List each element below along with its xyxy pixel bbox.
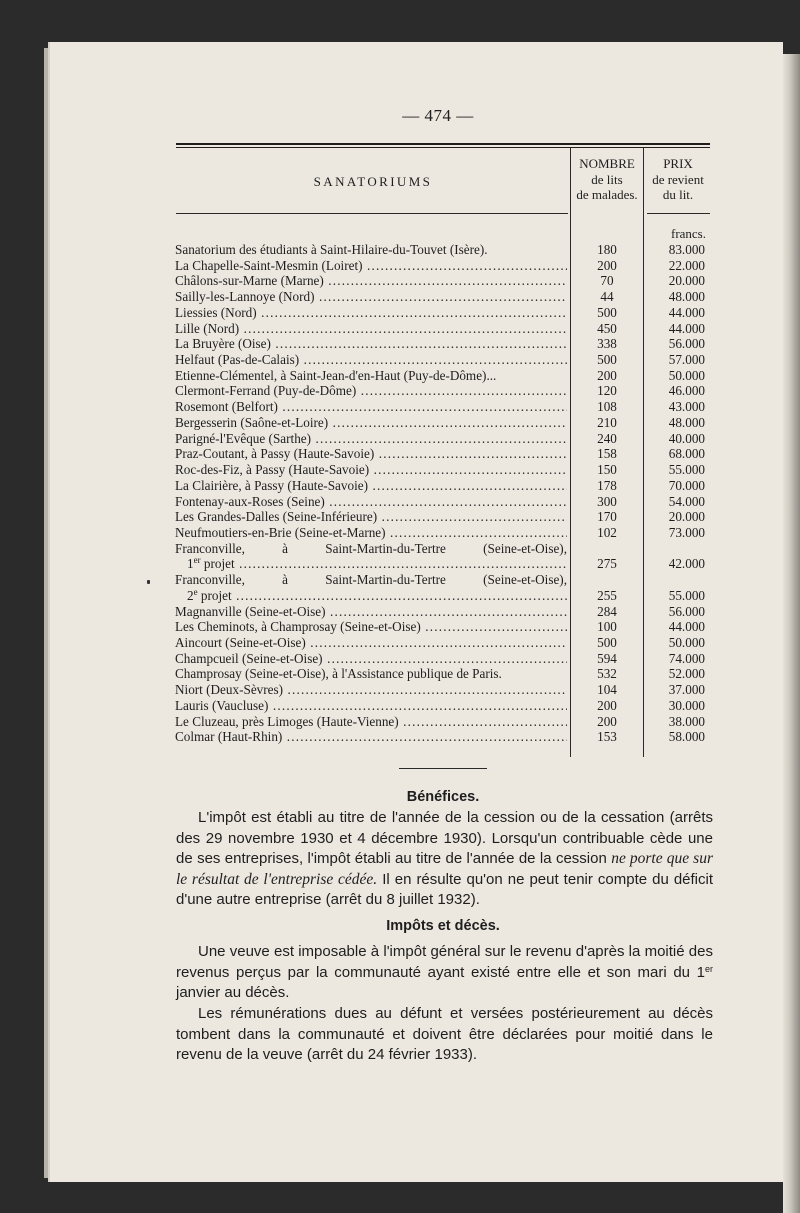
sanatorium-name	[175, 289, 567, 305]
table-row	[0, 682, 800, 698]
sanatorium-name	[175, 619, 567, 635]
nombre-de-lits: 102	[597, 524, 617, 540]
prix-de-revient: 22.000	[668, 257, 705, 273]
nombre-de-lits: 158	[597, 446, 617, 462]
sanatorium-name	[175, 714, 567, 730]
column-header-nombre-line: NOMBRE	[579, 156, 635, 171]
nombre-de-lits: 108	[597, 399, 617, 415]
sanatorium-name-text: Champcueil (Seine-et-Oise)	[175, 650, 323, 666]
table-row	[0, 509, 800, 525]
column-header-prix-line: PRIX	[663, 156, 693, 171]
prix-de-revient: 30.000	[668, 697, 705, 713]
table-row	[0, 431, 800, 447]
sanatorium-name-text: Franconville, à Saint-Martin-du-Tertre (Seine-et-Oise),	[175, 540, 567, 556]
prix-de-revient: 44.000	[668, 320, 705, 336]
paragraph-text: janvier au décès.	[176, 984, 290, 1002]
paragraph-text: L'impôt est établi au titre de l'année de la cession ou de la cessation (arrêts des 29 novembre 1930 et 4 décembre 1930). Lorsqu'un contribuable cède une de ses entreprises, l'impôt établi au titre de l'année de la cession	[176, 809, 713, 868]
sanatorium-name-text: Praz-Coutant, à Passy (Haute-Savoie)	[175, 446, 375, 462]
nombre-de-lits: 210	[597, 414, 617, 430]
prix-de-revient: 40.000	[668, 430, 705, 446]
nombre-de-lits: 240	[597, 430, 617, 446]
ordinal-number: 1	[187, 556, 194, 572]
sanatorium-name-text: Neufmoutiers-en-Brie (Seine-et-Marne)	[175, 524, 386, 540]
nombre-de-lits: 200	[597, 697, 617, 713]
sanatorium-name	[175, 321, 567, 337]
prix-de-revient: 43.000	[668, 399, 705, 415]
sanatorium-name-text: Aincourt (Seine-et-Oise)	[175, 635, 306, 650]
prix-de-revient: 42.000	[668, 556, 705, 572]
nombre-de-lits: 70	[600, 273, 614, 289]
sanatorium-name	[175, 556, 567, 572]
sanatorium-name-text: projet	[197, 587, 232, 603]
sanatorium-name	[175, 462, 567, 478]
heading-benefices: Bénéfices.	[406, 789, 480, 805]
nombre-de-lits: 594	[597, 650, 617, 666]
nombre-de-lits: 104	[597, 682, 617, 698]
sanatorium-name	[175, 431, 567, 447]
table-row	[0, 604, 800, 620]
sanatorium-name-text: Le Cluzeau, près Limoges (Haute-Vienne)	[175, 713, 399, 729]
sanatorium-name	[175, 368, 567, 384]
table-row	[0, 525, 800, 541]
prix-de-revient: 50.000	[668, 635, 705, 650]
sanatorium-name-text: Rosemont (Belfort)	[175, 399, 278, 415]
superscript: er	[704, 963, 713, 974]
paragraph-text: Les rémunérations dues au défunt et versées postérieurement au décès tombent dans la communauté et doivent être déclarées pour moitié dans le revenu de la veuve (arrêt du 24 février 1933).	[176, 1005, 713, 1064]
nombre-de-lits: 170	[597, 509, 617, 525]
prix-de-revient: 54.000	[668, 493, 705, 509]
nombre-de-lits: 275	[597, 556, 617, 572]
superscript: er	[193, 556, 201, 566]
nombre-de-lits: 180	[597, 242, 617, 257]
page-number: — 474 —	[402, 106, 474, 125]
paragraph-text: Il en résulte qu'on ne peut tenir compte du déficit d'une autre entreprise (arrêt du 8 juillet 1932).	[176, 870, 714, 909]
sanatorium-name-text: Les Cheminots, à Champrosay (Seine-et-Oise)	[175, 619, 421, 635]
sanatorium-name	[175, 729, 567, 745]
prix-de-revient: 74.000	[668, 650, 705, 666]
heading-impots-deces: Impôts et décès.	[386, 918, 500, 934]
prix-de-revient: 55.000	[668, 462, 705, 478]
sanatorium-name-text: Helfaut (Pas-de-Calais)	[175, 352, 300, 368]
sanatorium-name	[175, 698, 567, 714]
sanatorium-name	[175, 242, 567, 258]
sanatorium-name	[175, 525, 567, 541]
table-row	[0, 698, 800, 714]
sanatorium-name-text: Magnanville (Seine-et-Oise)	[175, 603, 326, 619]
sanatorium-name	[175, 604, 567, 620]
paragraph-impots-deces-1	[176, 942, 713, 1004]
sanatorium-name-text: Châlons-sur-Marne (Marne)	[175, 273, 324, 289]
prix-de-revient: 56.000	[668, 336, 705, 352]
table-top-rule	[176, 143, 710, 145]
table-row	[0, 258, 800, 274]
sanatorium-name	[175, 273, 567, 289]
nombre-de-lits: 100	[597, 619, 617, 635]
prix-de-revient: 58.000	[668, 729, 705, 745]
nombre-de-lits: 500	[597, 304, 617, 320]
sanatorium-name-text: Sailly-les-Lannoye (Nord)	[175, 289, 315, 305]
prix-de-revient: 68.000	[668, 446, 705, 462]
prix-de-revient: 73.000	[668, 524, 705, 540]
table-row	[0, 399, 800, 415]
nombre-de-lits: 450	[597, 320, 617, 336]
nombre-de-lits: 255	[597, 587, 617, 603]
table-row	[0, 478, 800, 494]
prix-de-revient: 52.000	[668, 666, 705, 682]
prix-de-revient: 83.000	[668, 242, 705, 257]
sanatorium-name	[175, 509, 567, 525]
header-rule-names	[176, 213, 568, 214]
column-header-nombre-line: de lits	[591, 171, 623, 187]
nombre-de-lits: 200	[597, 367, 617, 383]
sanatorium-name-text: Colmar (Haut-Rhin)	[175, 729, 283, 745]
sanatorium-name	[175, 666, 567, 682]
nombre-de-lits: 338	[597, 336, 617, 352]
table-row	[0, 651, 800, 667]
sanatorium-name-text: Niort (Deux-Sèvres)	[175, 682, 284, 698]
sanatorium-name	[175, 446, 567, 462]
table-row	[0, 352, 800, 368]
sanatorium-name-text: Fontenay-aux-Roses (Seine)	[175, 493, 325, 509]
column-header-nombre-line: de malades.	[576, 187, 638, 202]
sanatorium-name	[175, 258, 567, 274]
table-row	[0, 273, 800, 289]
sanatorium-name	[175, 588, 567, 604]
sanatorium-name-text: Roc-des-Fiz, à Passy (Haute-Savoie)	[175, 462, 370, 478]
sanatorium-name	[175, 399, 567, 415]
sanatorium-name	[175, 572, 567, 588]
sanatorium-name-text: Lauris (Vaucluse)	[175, 697, 269, 713]
sanatorium-name-text: Clermont-Ferrand (Puy-de-Dôme)	[175, 383, 357, 399]
paragraph-italic-text: ne porte que sur le résultat de l'entreprise cédée.	[176, 850, 713, 888]
section-separator	[399, 768, 487, 769]
nombre-de-lits: 200	[597, 713, 617, 729]
nombre-de-lits: 178	[597, 477, 617, 493]
sanatorium-name-text: Champrosay (Seine-et-Oise), à l'Assistance publique de Paris.	[175, 666, 502, 682]
table-row	[0, 383, 800, 399]
sanatorium-name-text: La Chapelle-Saint-Mesmin (Loiret)	[175, 257, 363, 273]
column-header-nombre	[572, 156, 642, 203]
unit-label: francs.	[670, 226, 706, 241]
prix-de-revient: 48.000	[668, 414, 705, 430]
sanatorium-name-text: La Clairière, à Passy (Haute-Savoie)	[175, 477, 368, 493]
nombre-de-lits: 300	[597, 493, 617, 509]
sanatorium-name-text: Etienne-Clémentel, à Saint-Jean-d'en-Haut (Puy-de-Dôme)...	[175, 367, 497, 383]
paragraph-text: Une veuve est imposable à l'impôt général sur le revenu d'après la moitié des revenus perçus par la communauté ayant existé entre elle et son mari du 1	[176, 943, 713, 981]
sanatorium-name-text: Sanatorium des étudiants à Saint-Hilaire-du-Touvet (Isère).	[175, 242, 488, 257]
nombre-de-lits: 153	[597, 729, 617, 745]
table-row	[0, 635, 800, 651]
table-row	[0, 494, 800, 510]
table-row	[0, 714, 800, 730]
table-row	[0, 289, 800, 305]
nombre-de-lits: 44	[600, 289, 614, 305]
sanatorium-name-text: La Bruyère (Oise)	[175, 336, 271, 352]
sanatorium-name-text: Parigné-l'Evêque (Sarthe)	[175, 430, 312, 446]
table-row	[0, 446, 800, 462]
prix-de-revient: 70.000	[668, 477, 705, 493]
table-top-rule-thin	[176, 147, 710, 148]
table-row	[0, 572, 800, 588]
ordinal-number: 2	[187, 587, 194, 603]
nombre-de-lits: 200	[597, 257, 617, 273]
prix-de-revient: 50.000	[668, 367, 705, 383]
prix-de-revient: 46.000	[668, 383, 705, 399]
prix-de-revient: 56.000	[668, 603, 705, 619]
sanatorium-name	[175, 383, 567, 399]
table-row	[0, 415, 800, 431]
nombre-de-lits: 500	[597, 635, 617, 650]
table-row	[0, 588, 800, 604]
prix-de-revient: 37.000	[668, 682, 705, 698]
table-row	[0, 368, 800, 384]
table-row	[0, 666, 800, 682]
nombre-de-lits: 500	[597, 352, 617, 368]
prix-de-revient: 55.000	[668, 587, 705, 603]
table-row	[0, 462, 800, 478]
sanatorium-name	[175, 352, 567, 368]
sanatorium-name-text: Lille (Nord)	[175, 320, 240, 336]
prix-de-revient: 44.000	[668, 304, 705, 320]
sanatorium-name	[175, 682, 567, 698]
sanatorium-name-text: projet	[200, 556, 235, 572]
sanatorium-name-text: Franconville, à Saint-Martin-du-Tertre (Seine-et-Oise),	[175, 572, 567, 588]
nombre-de-lits: 284	[597, 603, 617, 619]
nombre-de-lits: 532	[597, 666, 617, 682]
prix-de-revient: 44.000	[668, 619, 705, 635]
prix-de-revient: 48.000	[668, 289, 705, 305]
sanatorium-name	[175, 494, 567, 510]
table-row	[0, 556, 800, 572]
sanatorium-name-text: Liessies (Nord)	[175, 304, 257, 320]
nombre-de-lits: 150	[597, 462, 617, 478]
paragraph-impots-deces-2	[176, 1004, 713, 1066]
sanatorium-name	[175, 336, 567, 352]
header-rule-prix	[647, 213, 710, 214]
table-row	[0, 242, 800, 258]
table-row	[0, 336, 800, 352]
paragraph-benefices	[176, 808, 713, 911]
table-row	[0, 305, 800, 321]
table-row	[0, 541, 800, 557]
sanatorium-name	[175, 541, 567, 557]
sanatorium-name	[175, 635, 567, 651]
sanatorium-name-text: Les Grandes-Dalles (Seine-Inférieure)	[175, 509, 378, 525]
sanatorium-name-text: Bergesserin (Saône-et-Loire)	[175, 414, 329, 430]
prix-de-revient: 57.000	[668, 352, 705, 368]
column-header-prix	[644, 156, 712, 203]
nombre-de-lits: 120	[597, 383, 617, 399]
table-row	[0, 729, 800, 745]
sanatorium-name	[175, 305, 567, 321]
table-row	[0, 321, 800, 337]
prix-de-revient: 20.000	[668, 509, 705, 525]
column-header-prix-line: de revient	[652, 171, 704, 187]
prix-de-revient: 38.000	[668, 713, 705, 729]
sanatorium-name	[175, 651, 567, 667]
sanatorium-name	[175, 478, 567, 494]
sanatorium-name	[175, 415, 567, 431]
prix-de-revient: 20.000	[668, 273, 705, 289]
superscript: e	[193, 587, 198, 597]
table-row	[0, 619, 800, 635]
column-header-sanatoriums: SANATORIUMS	[313, 174, 433, 189]
column-header-prix-line: du lit.	[662, 187, 694, 202]
